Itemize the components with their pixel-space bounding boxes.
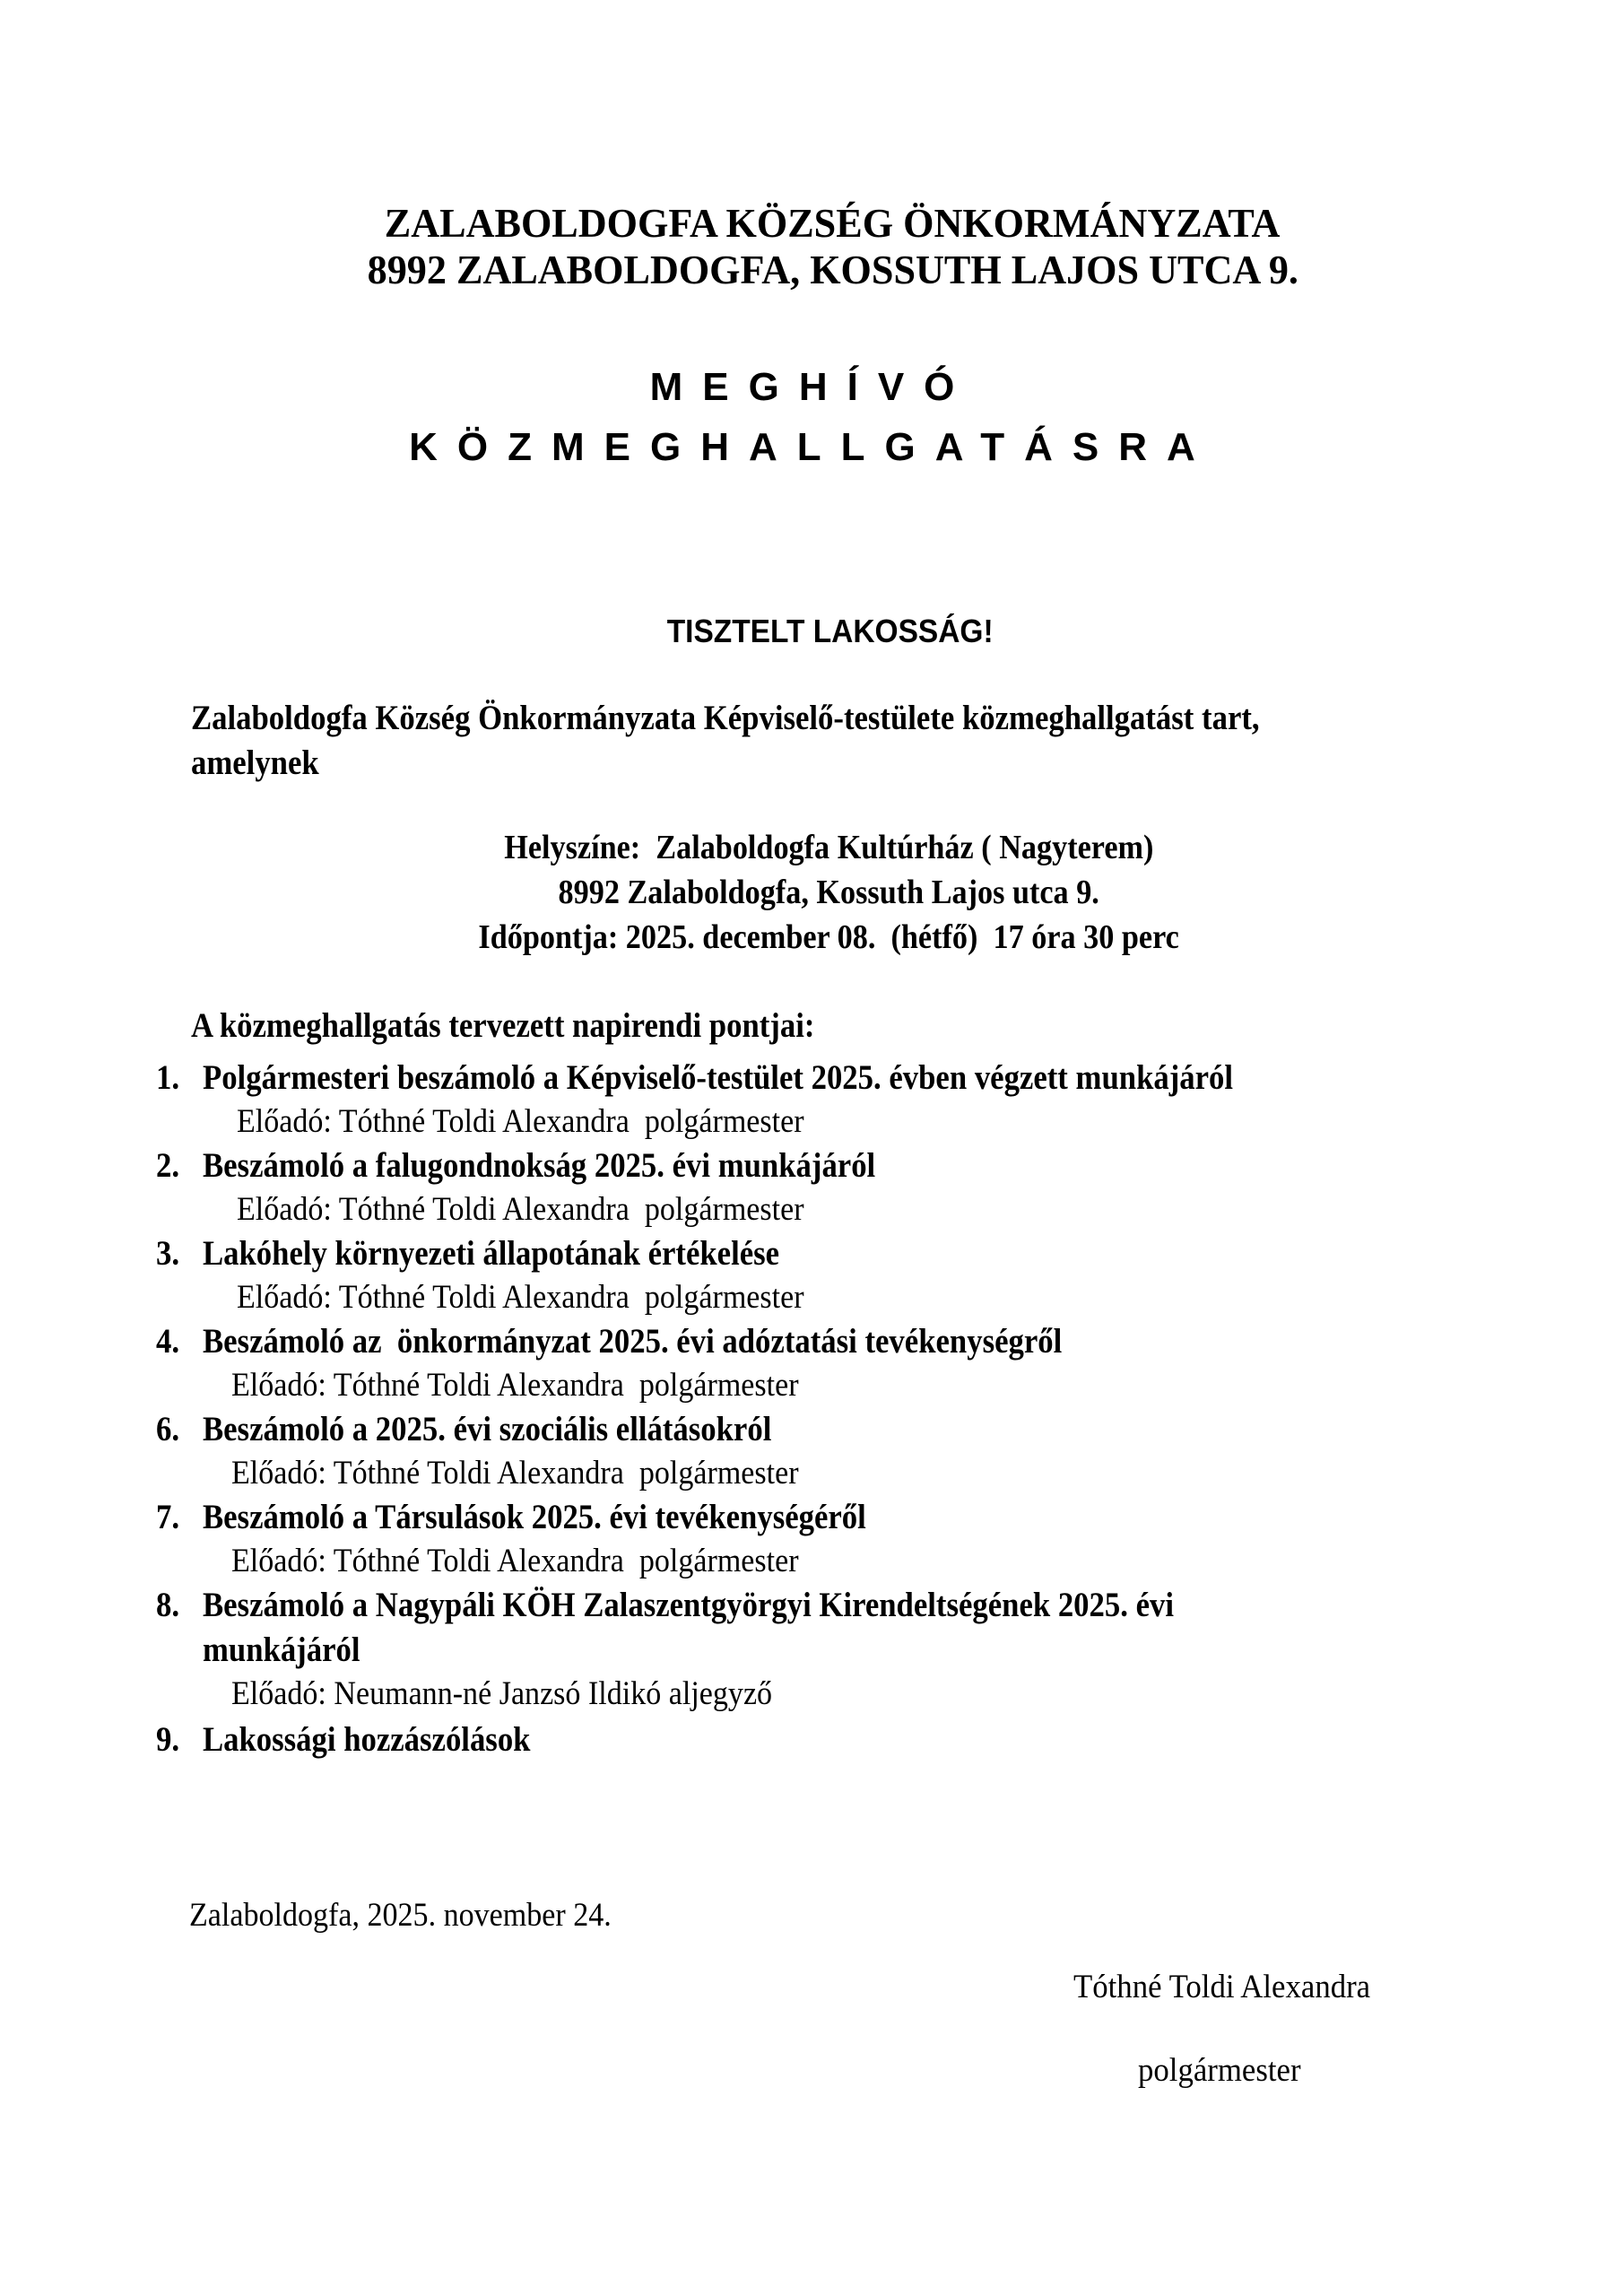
agenda-item-title: Beszámoló a falugondnokság 2025. évi munkájáról [203,1146,876,1185]
organization-address: 8992 ZALABOLDOGFA, KOSSUTH LAJOS UTCA 9. [367,247,1298,292]
agenda-heading: A közmeghallgatás tervezett napirendi pontjai: [191,1006,815,1045]
signatory-name: Tóthné Toldi Alexandra [1073,1969,1371,2005]
place-and-date: Zalaboldogfa, 2025. november 24. [189,1897,612,1934]
agenda-item-number: 6. [156,1410,180,1448]
agenda-item-title: Polgármesteri beszámoló a Képviselő-testület 2025. évben végzett munkájáról [203,1058,1234,1097]
agenda-item-title: Beszámoló az önkormányzat 2025. évi adóztatási tevékenységről [203,1322,1063,1361]
agenda-item-title: Lakóhely környezeti állapotának értékelése [203,1234,780,1273]
agenda-item-presenter: Előadó: Tóthné Toldi Alexandra polgármester [237,1279,804,1316]
agenda-item-number: 7. [156,1498,180,1536]
agenda-item-title-continued: munkájáról [203,1631,360,1669]
agenda-item-number: 1. [156,1058,180,1097]
title-public-hearing: KÖZMEGHALLGATÁSRA [409,425,1215,469]
agenda-item-title: Beszámoló a Társulások 2025. évi tevékenységéről [203,1498,866,1536]
agenda-item-title: Beszámoló a Nagypáli KÖH Zalaszentgyörgyi Kirendeltségének 2025. évi [203,1586,1175,1624]
agenda-item-number: 3. [156,1234,180,1273]
agenda-item-title: Lakossági hozzászólások [203,1720,531,1759]
title-invitation: MEGHÍVÓ [649,365,975,409]
agenda-item-presenter: Előadó: Tóthné Toldi Alexandra polgármester [231,1367,799,1404]
greeting: TISZTELT LAKOSSÁG! [666,613,994,649]
agenda-item-number: 9. [156,1720,180,1759]
signatory-title: polgármester [1138,2052,1301,2089]
intro-line-2: amelynek [191,744,319,782]
agenda-item-presenter: Előadó: Tóthné Toldi Alexandra polgármester [231,1543,799,1579]
agenda-item-presenter: Előadó: Tóthné Toldi Alexandra polgármester [237,1103,804,1140]
agenda-item-presenter: Előadó: Neumann-né Janzsó Ildikó aljegyző [231,1675,773,1712]
agenda-item-presenter: Előadó: Tóthné Toldi Alexandra polgármester [237,1191,804,1228]
agenda-item-presenter: Előadó: Tóthné Toldi Alexandra polgármester [231,1455,799,1492]
agenda-item-number: 2. [156,1146,180,1185]
agenda-item-number: 8. [156,1586,180,1624]
organization-name: ZALABOLDOGFA KÖZSÉG ÖNKORMÁNYZATA [385,200,1281,246]
agenda-item-title: Beszámoló a 2025. évi szociális ellátásokról [203,1410,772,1448]
intro-line-1: Zalaboldogfa Község Önkormányzata Képviselő-testülete közmeghallgatást tart, [191,699,1260,737]
venue-address: 8992 Zalaboldogfa, Kossuth Lajos utca 9. [558,874,1100,911]
agenda-item-number: 4. [156,1322,180,1361]
venue-location: Helyszíne: Zalaboldogfa Kultúrház ( Nagyterem) [504,829,1154,866]
venue-time: Időpontja: 2025. december 08. (hétfő) 17 óra 30 perc [478,918,1180,956]
